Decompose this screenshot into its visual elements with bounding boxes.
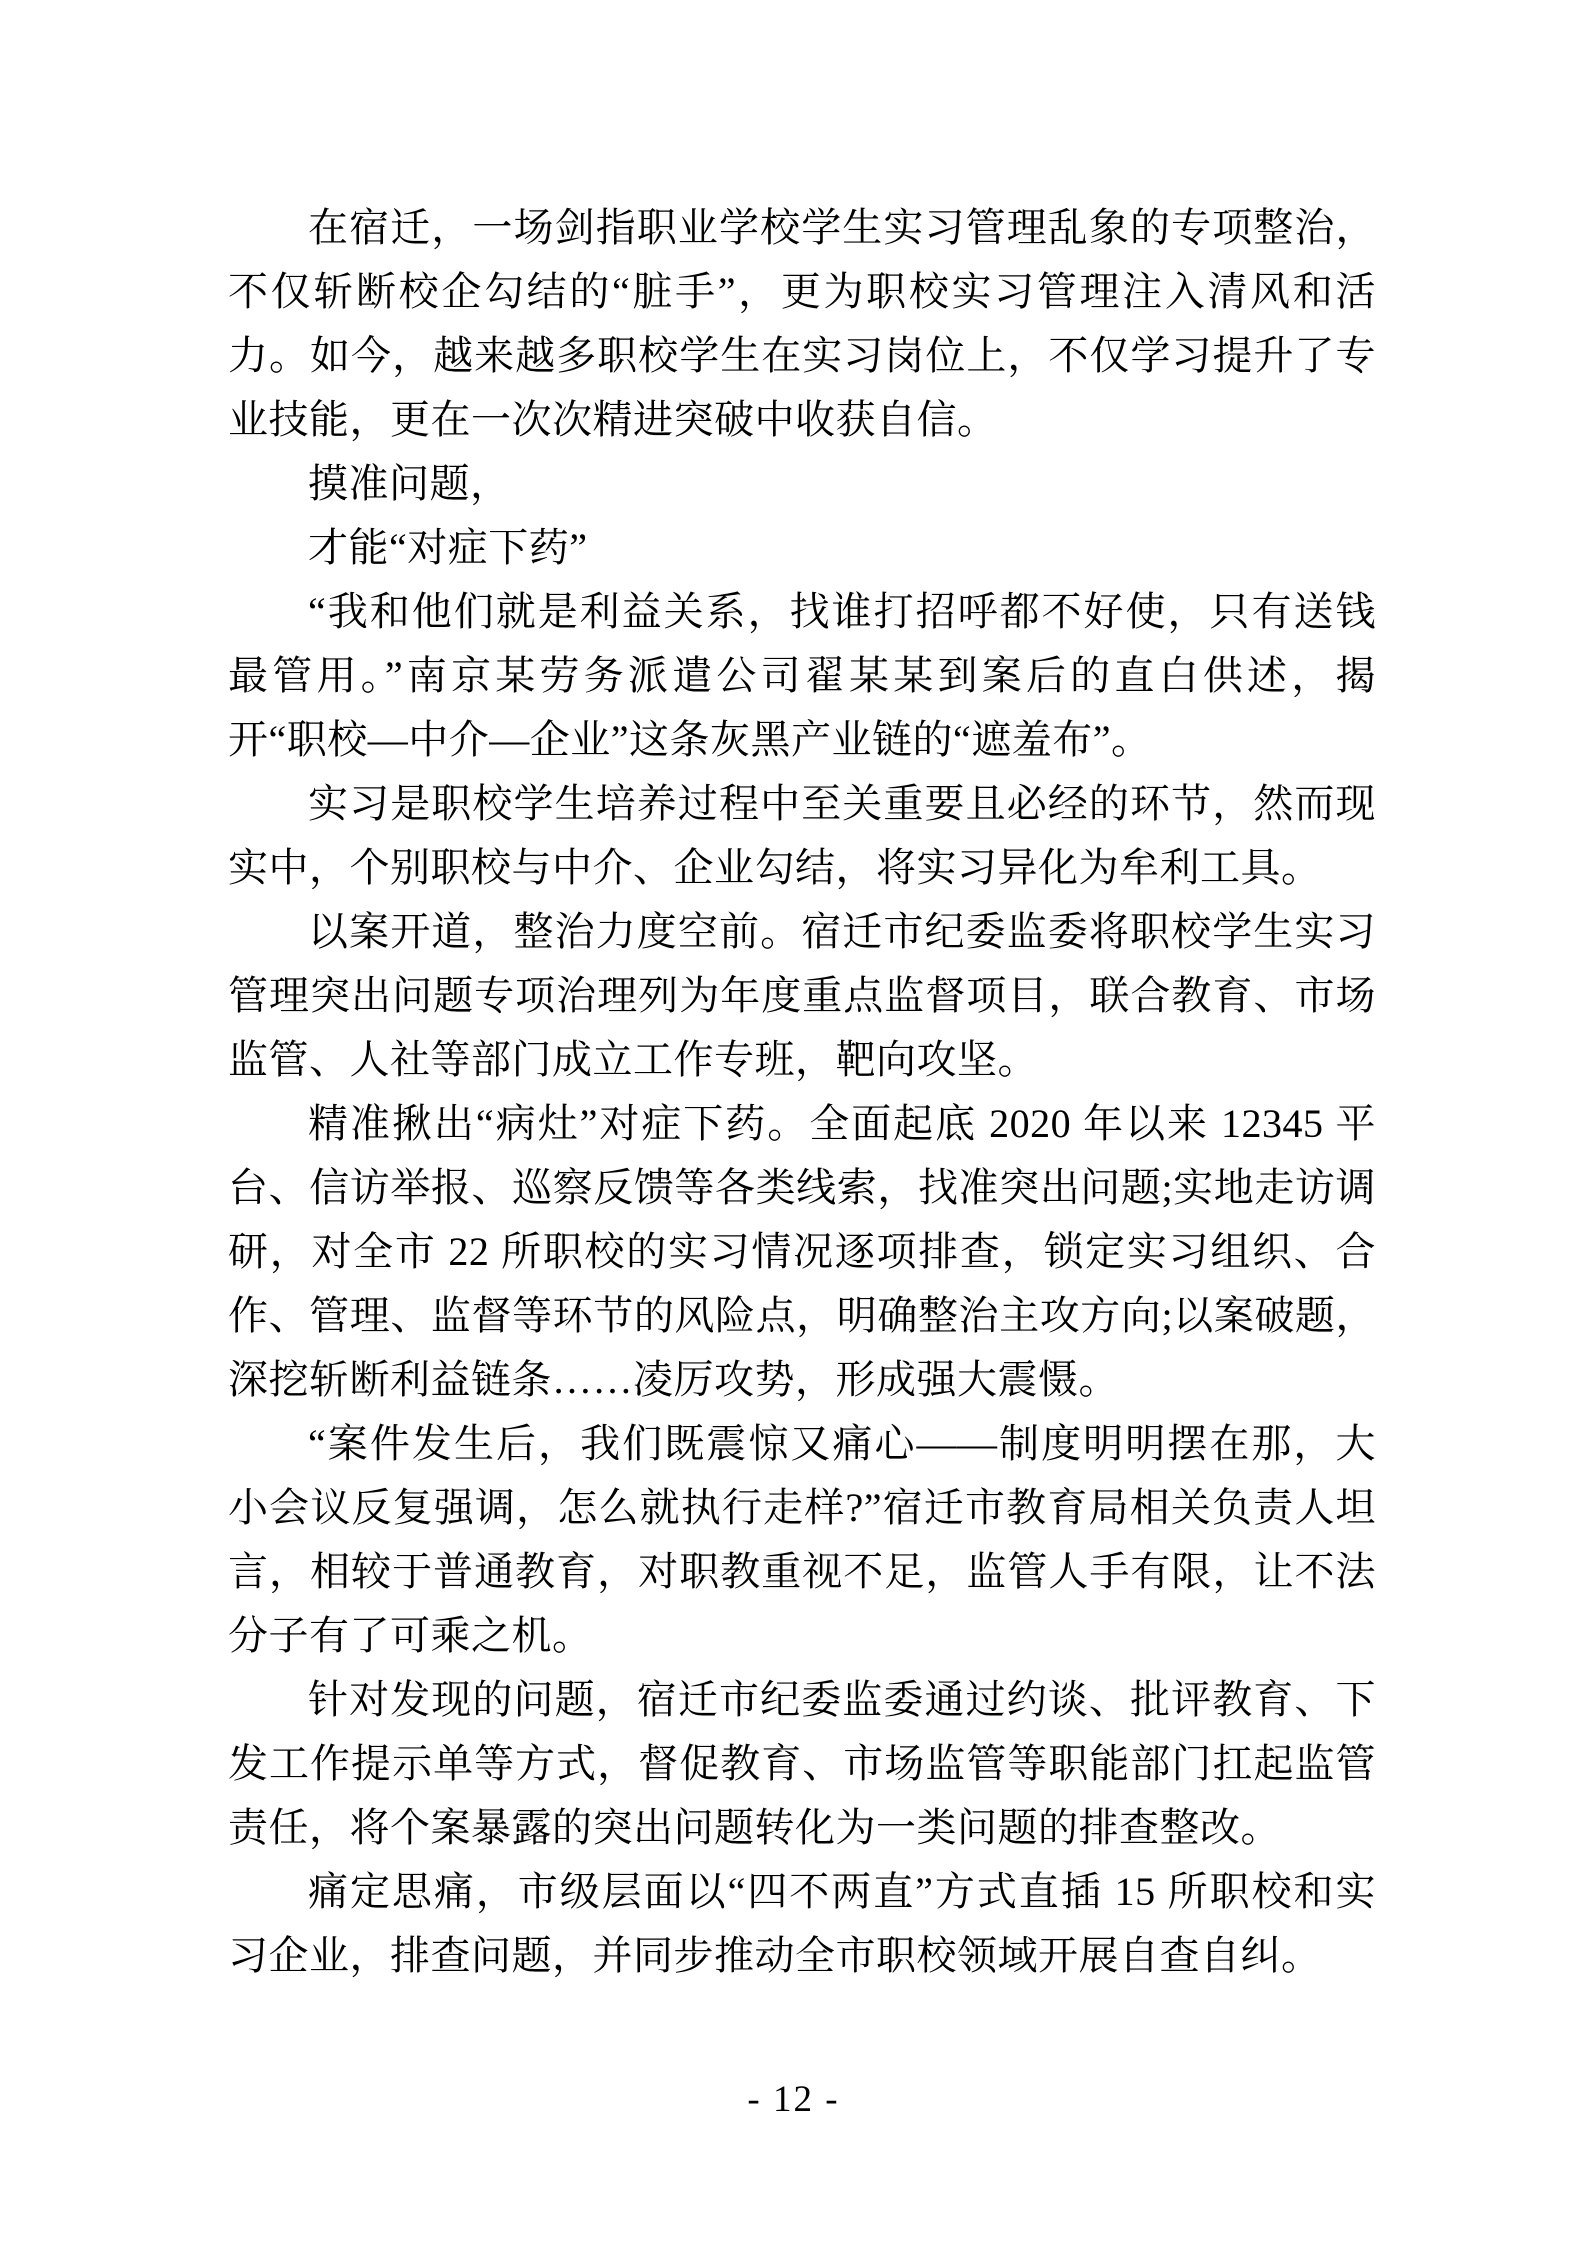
article-body bbox=[228, 196, 1376, 1988]
page-number: - 12 - bbox=[747, 2079, 840, 2120]
paragraph: “我和他们就是利益关系，找谁打招呼都不好使，只有送钱最管用。”南京某劳务派遣公司翟某某到案后的直白供述，揭开“职校—中介—企业”这条灰黑产业链的“遮羞布”。 bbox=[228, 589, 1376, 762]
paragraph: 痛定思痛，市级层面以“四不两直”方式直插 15 所职校和实习企业，排查问题，并同步推动全市职校领域开展自查自纠。 bbox=[228, 1869, 1376, 1978]
paragraph: 以案开道，整治力度空前。宿迁市纪委监委将职校学生实习管理突出问题专项治理列为年度重点监督项目，联合教育、市场监管、人社等部门成立工作专班，靶向攻坚。 bbox=[228, 909, 1376, 1082]
paragraph: 实习是职校学生培养过程中至关重要且必经的环节，然而现实中，个别职校与中介、企业勾结，将实习异化为牟利工具。 bbox=[228, 781, 1376, 890]
page-footer bbox=[0, 2078, 1587, 2122]
paragraph: 精准揪出“病灶”对症下药。全面起底 2020 年以来 12345 平台、信访举报、巡察反馈等各类线索，找准突出问题;实地走访调研，对全市 22 所职校的实习情况逐项排查，锁定实习组织、合作、管理、监督等环节的风险点，明确整治主攻方向;以案破题，深挖斩断利益链条……凌厉攻势，形成强大震慑。 bbox=[228, 1101, 1376, 1402]
paragraph: 针对发现的问题，宿迁市纪委监委通过约谈、批评教育、下发工作提示单等方式，督促教育、市场监管等职能部门扛起监管责任，将个案暴露的突出问题转化为一类问题的排查整改。 bbox=[228, 1677, 1376, 1850]
paragraph: 在宿迁，一场剑指职业学校学生实习管理乱象的专项整治，不仅斩断校企勾结的“脏手”，更为职校实习管理注入清风和活力。如今，越来越多职校学生在实习岗位上，不仅学习提升了专业技能，更在一次次精进突破中收获自信。 bbox=[228, 205, 1376, 442]
paragraph-subhead-line-2: 才能“对症下药” bbox=[308, 525, 588, 570]
paragraph-subhead-line-1: 摸准问题， bbox=[308, 461, 511, 506]
paragraph: “案件发生后，我们既震惊又痛心——制度明明摆在那，大小会议反复强调，怎么就执行走样?”宿迁市教育局相关负责人坦言，相较于普通教育，对职教重视不足，监管人手有限，让不法分子有了可乘之机。 bbox=[228, 1421, 1376, 1658]
